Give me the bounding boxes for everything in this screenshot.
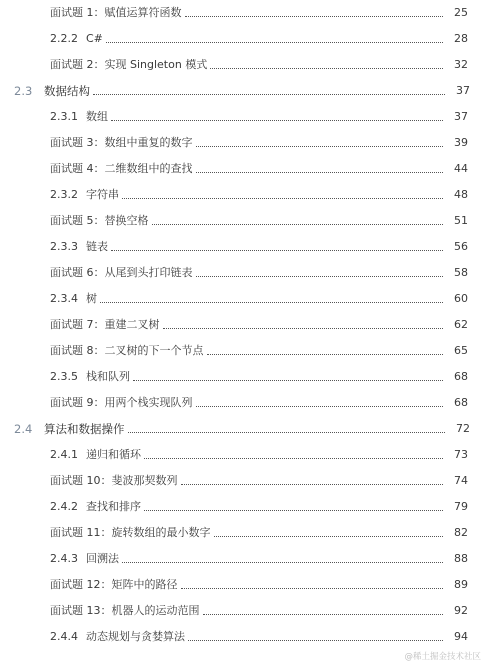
dot-leader (122, 562, 443, 563)
toc-entry-title: 树 (86, 292, 97, 305)
toc-entry-title: 栈和队列 (86, 370, 130, 383)
toc-page-number: 32 (454, 58, 468, 71)
toc-section-number: 2.3 (14, 84, 33, 98)
toc-page-number: 44 (454, 162, 468, 175)
dot-leader (106, 42, 443, 43)
toc-entry-title: 面试题 12：矩阵中的路径 (50, 578, 178, 591)
toc-page-number: 28 (454, 32, 468, 45)
toc-page-number: 25 (454, 6, 468, 19)
toc-section[interactable] (0, 78, 487, 98)
toc-entry[interactable] (0, 546, 487, 566)
toc-entry[interactable] (0, 260, 487, 280)
toc-entry[interactable] (0, 312, 487, 332)
toc-entry-number: 2.3.5 (50, 370, 78, 383)
toc-entry-title: 动态规划与贪婪算法 (86, 630, 185, 643)
dot-leader (196, 406, 444, 407)
toc-entry-number: 2.3.4 (50, 292, 78, 305)
dot-leader (196, 146, 444, 147)
toc-entry[interactable] (0, 130, 487, 150)
dot-leader (111, 250, 443, 251)
dot-leader (210, 68, 443, 69)
toc-entry-title: 面试题 2：实现 Singleton 模式 (50, 58, 208, 71)
toc-entry[interactable] (0, 338, 487, 358)
toc-entry-title: 字符串 (86, 188, 119, 201)
toc-entry[interactable] (0, 598, 487, 618)
dot-leader (181, 484, 444, 485)
dot-leader (111, 120, 443, 121)
toc-entry[interactable] (0, 624, 487, 644)
toc-entry[interactable] (0, 156, 487, 176)
toc-section-title: 算法和数据操作 (44, 422, 125, 436)
toc-entry-number: 2.4.3 (50, 552, 78, 565)
toc-page-number: 68 (454, 370, 468, 383)
dot-leader (128, 432, 446, 433)
toc-entry[interactable] (0, 364, 487, 384)
dot-leader (152, 224, 444, 225)
dot-leader (122, 198, 443, 199)
toc-page-number: 72 (456, 422, 470, 435)
toc-entry-number: 2.4.1 (50, 448, 78, 461)
toc-page-number: 89 (454, 578, 468, 591)
toc-entry-title: 面试题 6：从尾到头打印链表 (50, 266, 193, 279)
toc-entry-title: 面试题 7：重建二叉树 (50, 318, 160, 331)
toc-entry[interactable] (0, 0, 487, 20)
dot-leader (181, 588, 444, 589)
toc-page-number: 82 (454, 526, 468, 539)
dot-leader (133, 380, 443, 381)
toc-entry-number: 2.3.1 (50, 110, 78, 123)
toc-entry-number: 2.4.4 (50, 630, 78, 643)
toc-entry-number: 2.4.2 (50, 500, 78, 513)
toc-page-number: 51 (454, 214, 468, 227)
dot-leader (203, 614, 444, 615)
toc-entry-title: 查找和排序 (86, 500, 141, 513)
dot-leader (196, 172, 444, 173)
toc-entry-title: 面试题 13：机器人的运动范围 (50, 604, 200, 617)
toc-entry[interactable] (0, 52, 487, 72)
toc-entry-title: 递归和循环 (86, 448, 141, 461)
toc-entry-title: 面试题 9：用两个栈实现队列 (50, 396, 193, 409)
toc-entry-title: C# (86, 32, 103, 45)
toc-page-number: 74 (454, 474, 468, 487)
toc-page-number: 48 (454, 188, 468, 201)
toc-section-title: 数据结构 (44, 84, 90, 98)
toc-entry-title: 面试题 5：替换空格 (50, 214, 149, 227)
toc-entry[interactable] (0, 182, 487, 202)
dot-leader (100, 302, 443, 303)
toc-entry-number: 2.2.2 (50, 32, 78, 45)
toc-entry-title: 面试题 8：二叉树的下一个节点 (50, 344, 204, 357)
toc-page-number: 88 (454, 552, 468, 565)
toc-page-number: 79 (454, 500, 468, 513)
toc-page-number: 62 (454, 318, 468, 331)
toc-entry[interactable] (0, 520, 487, 540)
toc-entry[interactable] (0, 390, 487, 410)
toc-entry-title: 面试题 3：数组中重复的数字 (50, 136, 193, 149)
toc-page-number: 65 (454, 344, 468, 357)
toc-page-number: 68 (454, 396, 468, 409)
toc-entry[interactable] (0, 468, 487, 488)
toc-entry[interactable] (0, 494, 487, 514)
toc-entry[interactable] (0, 208, 487, 228)
toc-entry-title: 回溯法 (86, 552, 119, 565)
toc-entry[interactable] (0, 26, 487, 46)
dot-leader (185, 16, 444, 17)
dot-leader (144, 510, 443, 511)
dot-leader (196, 276, 444, 277)
toc-page-number: 92 (454, 604, 468, 617)
toc-entry-title: 数组 (86, 110, 108, 123)
dot-leader (214, 536, 444, 537)
toc-entry-title: 面试题 4：二维数组中的查找 (50, 162, 193, 175)
toc-entry-number: 2.3.3 (50, 240, 78, 253)
toc-page-number: 60 (454, 292, 468, 305)
toc-page-number: 58 (454, 266, 468, 279)
toc-entry-title: 面试题 11：旋转数组的最小数字 (50, 526, 211, 539)
dot-leader (207, 354, 444, 355)
dot-leader (93, 94, 445, 95)
dot-leader (188, 640, 443, 641)
toc-page-number: 37 (454, 110, 468, 123)
dot-leader (163, 328, 444, 329)
toc-entry[interactable] (0, 572, 487, 592)
watermark-text: @稀土掘金技术社区 (404, 652, 481, 662)
toc-entry-title: 面试题 1：赋值运算符函数 (50, 6, 182, 19)
toc-entry-number: 2.3.2 (50, 188, 78, 201)
toc-page-number: 94 (454, 630, 468, 643)
toc-entry[interactable] (0, 442, 487, 462)
toc-entry[interactable] (0, 234, 487, 254)
toc-entry[interactable] (0, 286, 487, 306)
toc-page-number: 73 (454, 448, 468, 461)
toc-entry-title: 面试题 10：斐波那契数列 (50, 474, 178, 487)
toc-section[interactable] (0, 416, 487, 436)
toc-page-number: 39 (454, 136, 468, 149)
toc-page-number: 37 (456, 84, 470, 97)
dot-leader (144, 458, 443, 459)
toc-entry[interactable] (0, 104, 487, 124)
toc-page-number: 56 (454, 240, 468, 253)
toc-section-number: 2.4 (14, 422, 33, 436)
toc-entry-title: 链表 (86, 240, 108, 253)
